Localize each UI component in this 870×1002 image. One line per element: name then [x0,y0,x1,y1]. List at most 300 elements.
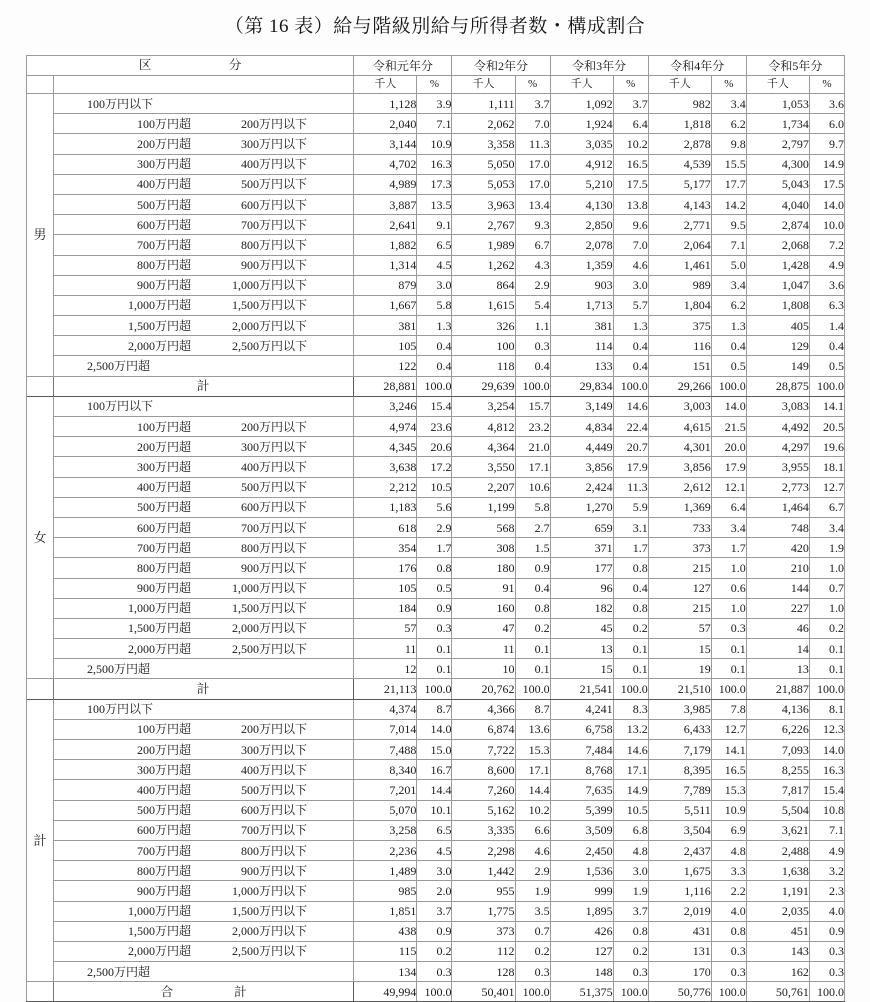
cell-persons: 7,093 [746,740,809,760]
cell-persons: 180 [452,558,515,578]
cell-percent: 0.2 [515,618,550,638]
total-percent: 100.0 [809,679,844,699]
cell-percent: 13.2 [613,719,648,739]
cell-percent: 6.4 [613,114,648,134]
cell-persons: 3,550 [452,457,515,477]
cell-persons: 3,856 [648,457,711,477]
cell-percent: 12.3 [809,719,844,739]
cell-percent: 0.9 [417,921,452,941]
cell-persons: 4,143 [648,194,711,214]
cell-percent: 0.1 [711,659,746,679]
cell-persons: 2,064 [648,235,711,255]
table-row [27,114,845,134]
table-row [27,255,845,275]
cell-persons: 985 [354,881,417,901]
cell-persons: 733 [648,517,711,537]
table-row [27,639,845,659]
cell-percent: 12.7 [711,719,746,739]
bracket-label: 700万円超 800万円以下 [54,538,354,558]
cell-percent: 7.0 [613,235,648,255]
cell-percent: 0.3 [711,962,746,982]
cell-percent: 0.5 [809,356,844,376]
cell-persons: 2,797 [746,134,809,154]
cell-percent: 17.7 [711,174,746,194]
cell-percent: 5.7 [613,295,648,315]
cell-percent: 17.0 [515,154,550,174]
cell-percent: 17.9 [613,457,648,477]
table-row [27,497,845,517]
cell-persons: 5,050 [452,154,515,174]
total-persons: 50,761 [746,982,809,1002]
cell-percent: 14.0 [417,719,452,739]
cell-persons: 2,641 [354,215,417,235]
cell-percent: 23.2 [515,417,550,437]
cell-persons: 1,183 [354,497,417,517]
cell-persons: 3,035 [550,134,613,154]
cell-persons: 1,808 [746,295,809,315]
cell-percent: 0.1 [809,639,844,659]
bracket-label: 400万円超 500万円以下 [54,780,354,800]
cell-persons: 7,179 [648,740,711,760]
cell-percent: 10.2 [515,800,550,820]
cell-persons: 4,989 [354,174,417,194]
table-row [27,457,845,477]
cell-persons: 4,539 [648,154,711,174]
cell-percent: 6.2 [711,114,746,134]
cell-percent: 2.0 [417,881,452,901]
cell-percent: 4.9 [809,840,844,860]
cell-percent: 0.3 [809,941,844,961]
cell-persons: 3,621 [746,820,809,840]
subtotal-gutter [27,679,54,699]
bracket-label: 100万円以下 [54,396,354,416]
cell-percent: 17.1 [613,760,648,780]
cell-persons: 7,722 [452,740,515,760]
cell-percent: 16.3 [809,760,844,780]
table-row [27,396,845,416]
cell-persons: 4,297 [746,437,809,457]
cell-persons: 1,882 [354,235,417,255]
total-percent: 100.0 [515,679,550,699]
cell-percent: 3.4 [711,94,746,114]
cell-percent: 9.5 [711,215,746,235]
cell-percent: 17.9 [711,457,746,477]
cell-percent: 8.7 [417,699,452,719]
cell-percent: 0.4 [417,336,452,356]
cell-persons: 4,136 [746,699,809,719]
header-unit-persons-3: 千人 [648,76,711,94]
cell-persons: 12 [354,659,417,679]
cell-percent: 1.0 [809,558,844,578]
cell-percent: 4.8 [613,840,648,860]
cell-persons: 128 [452,962,515,982]
table-row [27,134,845,154]
cell-percent: 0.2 [613,618,648,638]
table-row [27,941,845,961]
cell-percent: 20.5 [809,417,844,437]
cell-persons: 5,053 [452,174,515,194]
bracket-label: 900万円超 1,000万円以下 [54,881,354,901]
header-blank-gender [27,76,54,94]
cell-persons: 2,773 [746,477,809,497]
bracket-label: 100万円超 200万円以下 [54,114,354,134]
cell-percent: 6.9 [711,820,746,840]
cell-percent: 3.0 [613,861,648,881]
cell-persons: 6,226 [746,719,809,739]
bracket-label: 500万円超 600万円以下 [54,800,354,820]
cell-persons: 122 [354,356,417,376]
total-percent: 100.0 [809,982,844,1002]
cell-persons: 11 [354,639,417,659]
cell-percent: 9.1 [417,215,452,235]
cell-percent: 10.6 [515,477,550,497]
cell-percent: 14.4 [417,780,452,800]
cell-persons: 4,834 [550,417,613,437]
cell-percent: 0.1 [711,639,746,659]
table-row [27,295,845,315]
cell-percent: 5.9 [613,497,648,517]
cell-percent: 17.0 [515,174,550,194]
cell-persons: 149 [746,356,809,376]
bracket-label: 700万円超 800万円以下 [54,235,354,255]
table-row [27,316,845,336]
cell-percent: 13.4 [515,194,550,214]
cell-persons: 19 [648,659,711,679]
cell-persons: 100 [452,336,515,356]
cell-percent: 4.6 [613,255,648,275]
cell-percent: 0.3 [711,618,746,638]
cell-persons: 5,210 [550,174,613,194]
cell-percent: 4.9 [809,255,844,275]
cell-percent: 17.5 [809,174,844,194]
cell-persons: 184 [354,598,417,618]
cell-persons: 3,144 [354,134,417,154]
total-persons: 21,113 [354,679,417,699]
total-persons: 51,375 [550,982,613,1002]
cell-persons: 1,369 [648,497,711,517]
bracket-label: 400万円超 500万円以下 [54,477,354,497]
table-row [27,740,845,760]
cell-percent: 1.3 [417,316,452,336]
section-gender-label: 女 [27,396,54,679]
cell-persons: 1,989 [452,235,515,255]
table-row [27,517,845,537]
cell-persons: 3,955 [746,457,809,477]
cell-percent: 14.1 [711,740,746,760]
table-row [27,800,845,820]
cell-percent: 0.7 [809,578,844,598]
cell-percent: 6.0 [809,114,844,134]
cell-persons: 3,504 [648,820,711,840]
cell-percent: 0.9 [515,558,550,578]
cell-percent: 5.8 [515,497,550,517]
page-title: （第 16 表）給与階級別給与所得者数・構成割合 [224,16,646,37]
cell-persons: 3,335 [452,820,515,840]
cell-persons: 5,043 [746,174,809,194]
cell-persons: 1,638 [746,861,809,881]
bracket-label: 700万円超 800万円以下 [54,840,354,860]
table-row [27,820,845,840]
cell-percent: 10.0 [809,215,844,235]
cell-percent: 0.1 [515,659,550,679]
total-persons: 49,994 [354,982,417,1002]
subtotal-row [27,376,845,396]
table-row [27,578,845,598]
cell-persons: 105 [354,336,417,356]
cell-percent: 0.3 [417,962,452,982]
statistics-table-container [26,55,845,1002]
table-row [27,962,845,982]
cell-persons: 438 [354,921,417,941]
cell-percent: 3.6 [809,94,844,114]
cell-persons: 7,014 [354,719,417,739]
cell-percent: 0.1 [809,659,844,679]
cell-percent: 0.8 [613,558,648,578]
cell-persons: 2,424 [550,477,613,497]
cell-percent: 17.1 [515,760,550,780]
cell-persons: 1,461 [648,255,711,275]
bracket-label: 2,000万円超 2,500万円以下 [54,336,354,356]
cell-persons: 5,177 [648,174,711,194]
cell-persons: 2,298 [452,840,515,860]
header-unit-percent-3: % [711,76,746,94]
cell-persons: 4,492 [746,417,809,437]
table-row [27,215,845,235]
cell-persons: 4,364 [452,437,515,457]
table-row [27,840,845,860]
cell-persons: 227 [746,598,809,618]
cell-percent: 5.0 [711,255,746,275]
cell-percent: 3.0 [417,861,452,881]
cell-percent: 0.3 [515,336,550,356]
cell-persons: 373 [648,538,711,558]
cell-persons: 1,128 [354,94,417,114]
table-row [27,659,845,679]
cell-percent: 2.3 [809,881,844,901]
cell-percent: 3.9 [417,94,452,114]
cell-percent: 14.4 [515,780,550,800]
cell-persons: 431 [648,921,711,941]
cell-persons: 3,258 [354,820,417,840]
cell-persons: 1,775 [452,901,515,921]
cell-percent: 3.7 [613,94,648,114]
cell-percent: 1.0 [809,598,844,618]
cell-persons: 1,428 [746,255,809,275]
cell-persons: 1,116 [648,881,711,901]
bracket-label: 2,500万円超 [54,659,354,679]
cell-percent: 0.3 [809,962,844,982]
cell-persons: 215 [648,598,711,618]
header-year-1: 令和2年分 [452,56,550,76]
cell-percent: 4.5 [417,255,452,275]
table-row [27,356,845,376]
cell-percent: 13.8 [613,194,648,214]
cell-percent: 12.1 [711,477,746,497]
cell-percent: 0.3 [613,962,648,982]
cell-percent: 13.6 [515,719,550,739]
bracket-label: 1,500万円超 2,000万円以下 [54,316,354,336]
cell-percent: 14.0 [711,396,746,416]
table-row [27,881,845,901]
cell-persons: 2,767 [452,215,515,235]
bracket-label: 100万円超 200万円以下 [54,417,354,437]
cell-persons: 748 [746,517,809,537]
cell-persons: 1,667 [354,295,417,315]
cell-percent: 1.9 [809,538,844,558]
cell-percent: 6.5 [417,820,452,840]
cell-percent: 0.3 [515,962,550,982]
cell-percent: 7.0 [515,114,550,134]
cell-persons: 354 [354,538,417,558]
cell-percent: 6.7 [515,235,550,255]
cell-persons: 2,062 [452,114,515,134]
subtotal-label: 計 [54,376,354,396]
cell-persons: 4,974 [354,417,417,437]
cell-persons: 210 [746,558,809,578]
cell-persons: 903 [550,275,613,295]
header-unit-percent-4: % [809,76,844,94]
cell-persons: 8,600 [452,760,515,780]
cell-persons: 6,758 [550,719,613,739]
cell-persons: 381 [354,316,417,336]
cell-persons: 618 [354,517,417,537]
header-unit-persons-0: 千人 [354,76,417,94]
cell-persons: 144 [746,578,809,598]
cell-persons: 4,241 [550,699,613,719]
cell-persons: 3,985 [648,699,711,719]
bracket-label: 600万円超 700万円以下 [54,820,354,840]
grand-total-gutter [27,982,54,1002]
cell-persons: 14 [746,639,809,659]
cell-persons: 96 [550,578,613,598]
cell-percent: 6.2 [711,295,746,315]
cell-percent: 4.5 [417,840,452,860]
cell-percent: 3.6 [809,275,844,295]
cell-persons: 3,856 [550,457,613,477]
cell-persons: 1,111 [452,94,515,114]
cell-persons: 2,212 [354,477,417,497]
cell-persons: 47 [452,618,515,638]
cell-persons: 3,003 [648,396,711,416]
cell-percent: 15.0 [417,740,452,760]
cell-percent: 0.1 [613,639,648,659]
cell-percent: 2.9 [417,517,452,537]
cell-percent: 0.8 [711,921,746,941]
bracket-label: 2,500万円超 [54,356,354,376]
cell-percent: 2.9 [515,861,550,881]
cell-percent: 10.2 [613,134,648,154]
total-persons: 21,541 [550,679,613,699]
cell-persons: 4,615 [648,417,711,437]
cell-persons: 2,850 [550,215,613,235]
cell-persons: 45 [550,618,613,638]
cell-persons: 2,488 [746,840,809,860]
cell-percent: 14.0 [809,740,844,760]
header-unit-percent-2: % [613,76,648,94]
header-year-4: 令和5年分 [746,56,844,76]
table-row [27,194,845,214]
header-year-2: 令和3年分 [550,56,648,76]
table-row [27,94,845,114]
cell-percent: 1.9 [613,881,648,901]
bracket-label: 1,500万円超 2,000万円以下 [54,618,354,638]
cell-percent: 8.7 [515,699,550,719]
cell-persons: 3,887 [354,194,417,214]
cell-persons: 5,504 [746,800,809,820]
total-persons: 21,887 [746,679,809,699]
header-unit-persons-2: 千人 [550,76,613,94]
table-row [27,477,845,497]
cell-percent: 0.1 [515,639,550,659]
cell-persons: 1,047 [746,275,809,295]
cell-persons: 4,130 [550,194,613,214]
cell-percent: 1.7 [613,538,648,558]
cell-percent: 8.3 [613,699,648,719]
cell-percent: 14.6 [613,396,648,416]
bracket-label: 2,500万円超 [54,962,354,982]
cell-persons: 5,162 [452,800,515,820]
table-row [27,417,845,437]
cell-persons: 308 [452,538,515,558]
cell-percent: 11.3 [515,134,550,154]
table-row [27,235,845,255]
cell-persons: 6,874 [452,719,515,739]
cell-persons: 4,912 [550,154,613,174]
bracket-label: 900万円超 1,000万円以下 [54,275,354,295]
cell-persons: 2,874 [746,215,809,235]
cell-percent: 3.4 [809,517,844,537]
cell-percent: 0.3 [711,941,746,961]
cell-persons: 955 [452,881,515,901]
table-row [27,780,845,800]
cell-persons: 2,035 [746,901,809,921]
cell-percent: 3.7 [613,901,648,921]
cell-percent: 8.1 [809,699,844,719]
cell-persons: 143 [746,941,809,961]
cell-persons: 131 [648,941,711,961]
cell-percent: 0.5 [417,578,452,598]
cell-persons: 3,638 [354,457,417,477]
cell-persons: 162 [746,962,809,982]
cell-percent: 4.0 [711,901,746,921]
cell-percent: 7.1 [809,820,844,840]
cell-percent: 3.1 [613,517,648,537]
cell-percent: 1.0 [711,558,746,578]
table-row [27,275,845,295]
cell-persons: 1,262 [452,255,515,275]
table-row [27,760,845,780]
cell-persons: 4,374 [354,699,417,719]
cell-percent: 17.2 [417,457,452,477]
cell-percent: 0.8 [417,558,452,578]
cell-persons: 1,442 [452,861,515,881]
cell-persons: 3,963 [452,194,515,214]
total-persons: 50,401 [452,982,515,1002]
cell-percent: 0.4 [515,356,550,376]
cell-percent: 1.3 [711,316,746,336]
cell-persons: 1,851 [354,901,417,921]
table-row [27,921,845,941]
cell-percent: 15.3 [711,780,746,800]
cell-percent: 0.9 [809,921,844,941]
cell-persons: 114 [550,336,613,356]
cell-persons: 170 [648,962,711,982]
cell-persons: 568 [452,517,515,537]
cell-percent: 20.7 [613,437,648,457]
cell-persons: 13 [550,639,613,659]
cell-percent: 4.8 [711,840,746,860]
table-row [27,154,845,174]
